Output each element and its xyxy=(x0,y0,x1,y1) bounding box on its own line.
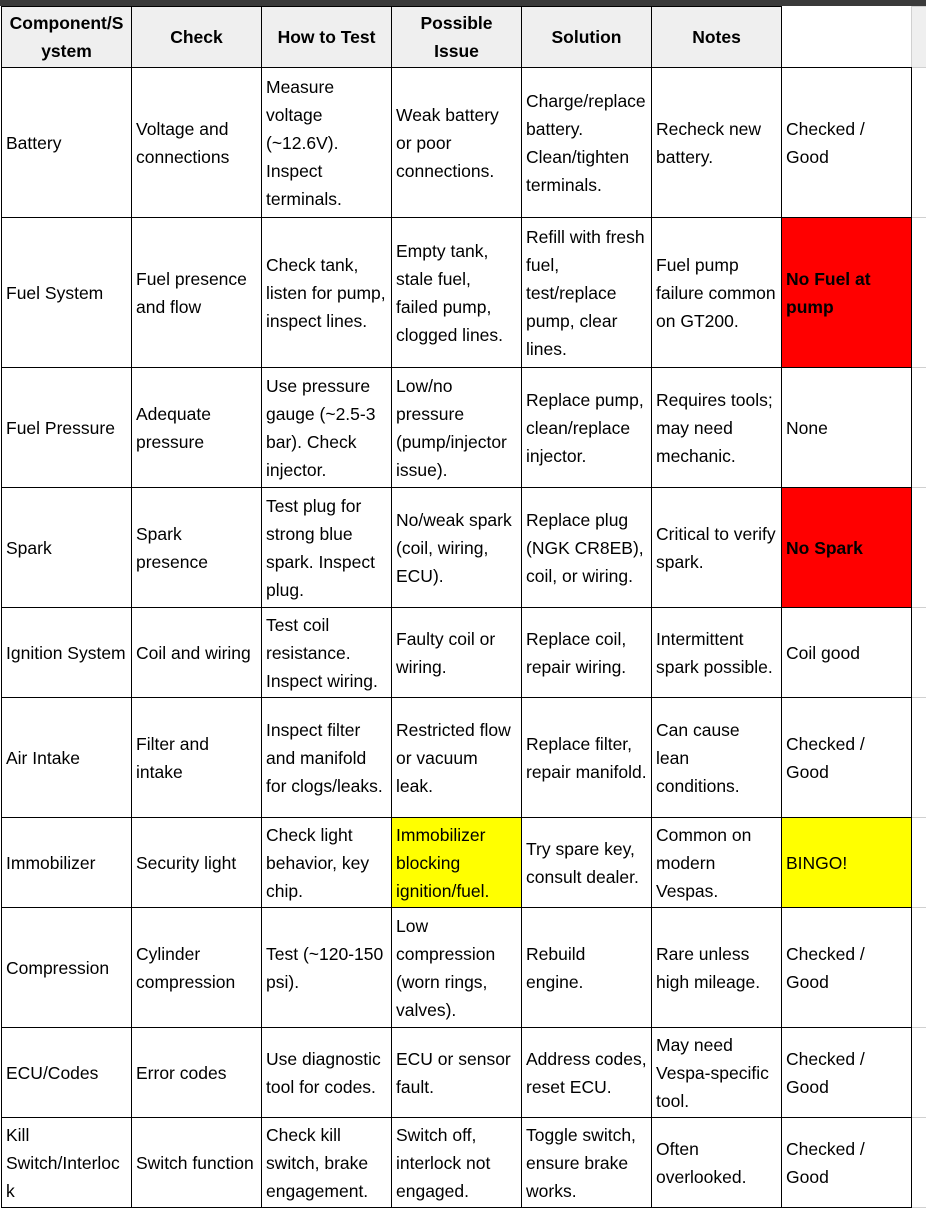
cell-status[interactable]: Checked / Good xyxy=(782,698,912,818)
cell-component[interactable]: ECU/Codes xyxy=(2,1028,132,1118)
cell-check[interactable]: Fuel presence and flow xyxy=(132,218,262,368)
table-row xyxy=(2,368,926,488)
cell-solution[interactable]: Charge/replace battery. Clean/tighten terminals. xyxy=(522,68,652,218)
ghost-column-cell[interactable] xyxy=(912,1118,926,1208)
ghost-column-cell[interactable] xyxy=(912,818,926,908)
cell-possible-issue[interactable]: ECU or sensor fault. xyxy=(392,1028,522,1118)
table-row xyxy=(2,68,926,218)
table-row xyxy=(2,488,926,608)
table-row xyxy=(2,1028,926,1118)
header-solution[interactable]: Solution xyxy=(522,7,652,68)
cell-notes[interactable]: Common on modern Vespas. xyxy=(652,818,782,908)
cell-status[interactable]: Checked / Good xyxy=(782,68,912,218)
cell-notes[interactable]: Fuel pump failure common on GT200. xyxy=(652,218,782,368)
cell-status[interactable]: Checked / Good xyxy=(782,1028,912,1118)
cell-notes[interactable]: Rare unless high mileage. xyxy=(652,908,782,1028)
cell-solution[interactable]: Replace coil, repair wiring. xyxy=(522,608,652,698)
cell-check[interactable]: Adequate pressure xyxy=(132,368,262,488)
cell-solution[interactable]: Try spare key, consult dealer. xyxy=(522,818,652,908)
cell-solution[interactable]: Replace filter, repair manifold. xyxy=(522,698,652,818)
ghost-column-cell[interactable] xyxy=(912,1028,926,1118)
cell-component[interactable]: Battery xyxy=(2,68,132,218)
ghost-column-cell[interactable] xyxy=(912,698,926,818)
cell-notes[interactable]: Intermittent spark possible. xyxy=(652,608,782,698)
cell-component[interactable]: Air Intake xyxy=(2,698,132,818)
cell-solution[interactable]: Address codes, reset ECU. xyxy=(522,1028,652,1118)
ghost-column-cell[interactable] xyxy=(912,608,926,698)
cell-component[interactable]: Spark xyxy=(2,488,132,608)
cell-status[interactable]: Checked / Good xyxy=(782,908,912,1028)
table-row xyxy=(2,698,926,818)
ghost-column-cell[interactable] xyxy=(912,368,926,488)
cell-check[interactable]: Switch function xyxy=(132,1118,262,1208)
ghost-column-cell[interactable] xyxy=(912,68,926,218)
cell-check[interactable]: Cylinder compression xyxy=(132,908,262,1028)
cell-status-yellow[interactable]: BINGO! xyxy=(782,818,912,908)
cell-solution[interactable]: Rebuild engine. xyxy=(522,908,652,1028)
cell-check[interactable]: Error codes xyxy=(132,1028,262,1118)
table-row xyxy=(2,218,926,368)
cell-solution[interactable]: Toggle switch, ensure brake works. xyxy=(522,1118,652,1208)
cell-component[interactable]: Kill Switch/Interlock xyxy=(2,1118,132,1208)
cell-component[interactable]: Immobilizer xyxy=(2,818,132,908)
cell-solution[interactable]: Replace plug (NGK CR8EB), coil, or wiring. xyxy=(522,488,652,608)
cell-how-to-test[interactable]: Check kill switch, brake engagement. xyxy=(262,1118,392,1208)
header-status[interactable] xyxy=(782,7,912,68)
cell-possible-issue[interactable]: No/weak spark (coil, wiring, ECU). xyxy=(392,488,522,608)
cell-notes[interactable]: Often overlooked. xyxy=(652,1118,782,1208)
cell-component[interactable]: Fuel System xyxy=(2,218,132,368)
cell-possible-issue[interactable]: Weak battery or poor connections. xyxy=(392,68,522,218)
cell-status[interactable]: Checked / Good xyxy=(782,1118,912,1208)
ghost-column-cell[interactable] xyxy=(912,218,926,368)
header-notes[interactable]: Notes xyxy=(652,7,782,68)
cell-check[interactable]: Security light xyxy=(132,818,262,908)
cell-possible-issue[interactable]: Low/no pressure (pump/injector issue). xyxy=(392,368,522,488)
header-how-to-test[interactable]: How to Test xyxy=(262,7,392,68)
cell-possible-issue[interactable]: Empty tank, stale fuel, failed pump, clogged lines. xyxy=(392,218,522,368)
header-row xyxy=(2,7,926,68)
cell-possible-issue[interactable]: Restricted flow or vacuum leak. xyxy=(392,698,522,818)
cell-how-to-test[interactable]: Measure voltage (~12.6V). Inspect terminals. xyxy=(262,68,392,218)
cell-how-to-test[interactable]: Check light behavior, key chip. xyxy=(262,818,392,908)
cell-how-to-test[interactable]: Use pressure gauge (~2.5-3 bar). Check injector. xyxy=(262,368,392,488)
cell-how-to-test[interactable]: Test (~120-150 psi). xyxy=(262,908,392,1028)
cell-notes[interactable]: Requires tools; may need mechanic. xyxy=(652,368,782,488)
cell-possible-issue-highlight[interactable]: Immobilizer blocking ignition/fuel. xyxy=(392,818,522,908)
cell-check[interactable]: Spark presence xyxy=(132,488,262,608)
cell-notes[interactable]: Critical to verify spark. xyxy=(652,488,782,608)
cell-status[interactable]: Coil good xyxy=(782,608,912,698)
cell-status[interactable]: None xyxy=(782,368,912,488)
table-row xyxy=(2,818,926,908)
cell-component[interactable]: Compression xyxy=(2,908,132,1028)
cell-possible-issue[interactable]: Switch off, interlock not engaged. xyxy=(392,1118,522,1208)
cell-check[interactable]: Voltage and connections xyxy=(132,68,262,218)
cell-component[interactable]: Fuel Pressure xyxy=(2,368,132,488)
cell-notes[interactable]: Recheck new battery. xyxy=(652,68,782,218)
ghost-column-cell[interactable] xyxy=(912,908,926,1028)
cell-component[interactable]: Ignition System xyxy=(2,608,132,698)
table-row xyxy=(2,1118,926,1208)
cell-solution[interactable]: Refill with fresh fuel, test/replace pump, clear lines. xyxy=(522,218,652,368)
cell-notes[interactable]: Can cause lean conditions. xyxy=(652,698,782,818)
ghost-column-cell[interactable] xyxy=(912,7,926,68)
cell-possible-issue[interactable]: Low compression (worn rings, valves). xyxy=(392,908,522,1028)
cell-how-to-test[interactable]: Check tank, listen for pump, inspect lines. xyxy=(262,218,392,368)
cell-how-to-test[interactable]: Test plug for strong blue spark. Inspect plug. xyxy=(262,488,392,608)
cell-solution[interactable]: Replace pump, clean/replace injector. xyxy=(522,368,652,488)
header-check[interactable]: Check xyxy=(132,7,262,68)
cell-how-to-test[interactable]: Inspect filter and manifold for clogs/leaks. xyxy=(262,698,392,818)
cell-how-to-test[interactable]: Test coil resistance. Inspect wiring. xyxy=(262,608,392,698)
diagnostic-table xyxy=(1,6,926,1208)
header-component[interactable]: Component/System xyxy=(2,7,132,68)
table-row xyxy=(2,908,926,1028)
cell-status-red[interactable]: No Fuel at pump xyxy=(782,218,912,368)
cell-status-red[interactable]: No Spark xyxy=(782,488,912,608)
cell-notes[interactable]: May need Vespa-specific tool. xyxy=(652,1028,782,1118)
cell-check[interactable]: Filter and intake xyxy=(132,698,262,818)
cell-how-to-test[interactable]: Use diagnostic tool for codes. xyxy=(262,1028,392,1118)
cell-possible-issue[interactable]: Faulty coil or wiring. xyxy=(392,608,522,698)
ghost-column-cell[interactable] xyxy=(912,488,926,608)
header-possible-issue[interactable]: Possible Issue xyxy=(392,7,522,68)
cell-check[interactable]: Coil and wiring xyxy=(132,608,262,698)
table-row xyxy=(2,608,926,698)
